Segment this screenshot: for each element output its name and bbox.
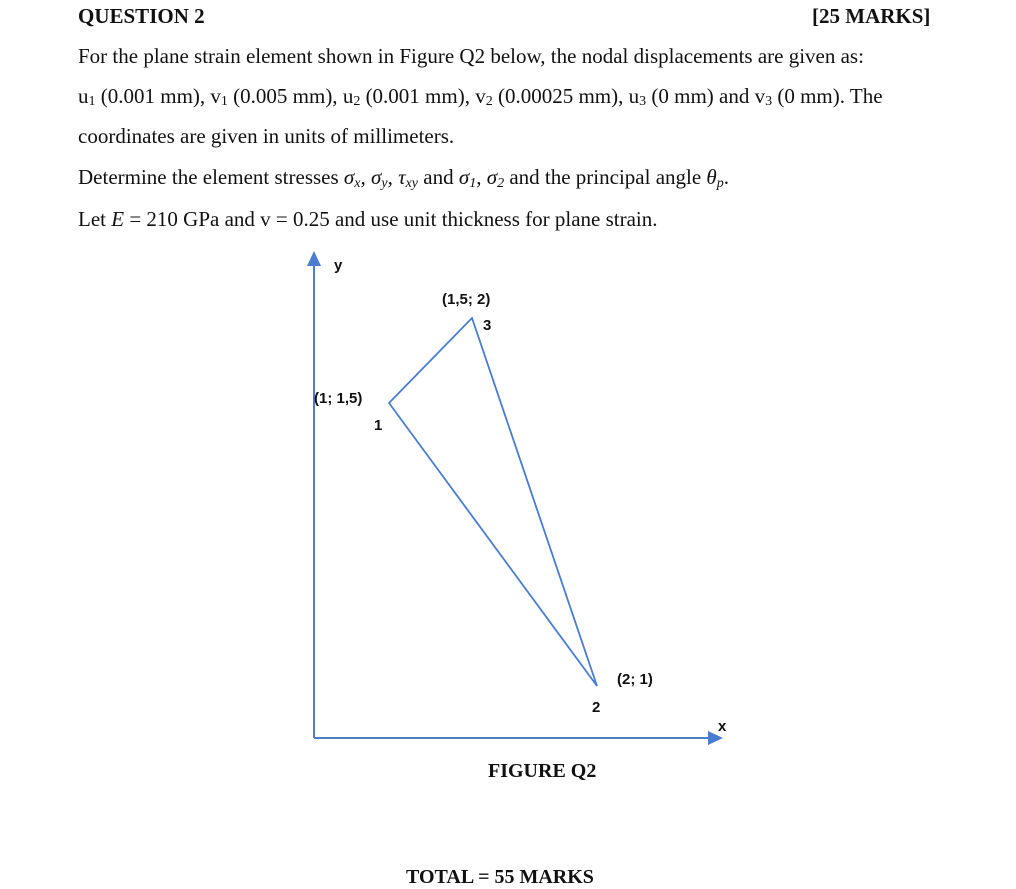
axis-label-x: x [718, 718, 727, 735]
y-axis [307, 251, 321, 738]
node-3-id: 3 [483, 317, 492, 334]
question-marks: [25 MARKS] [812, 4, 931, 28]
node-2-id: 2 [592, 699, 601, 716]
x-axis [314, 731, 723, 745]
y-axis-arrow-icon [307, 251, 321, 266]
node-1-coord: (1; 1,5) [314, 390, 363, 407]
node-2-coord: (2; 1) [617, 671, 653, 688]
paragraph-line-4: Determine the element stresses $\sigma_x$, $\sigma_y$, $\tau_{xy}$ and $\sigma_1$, $\sigma_2$ and the principal angle $\theta_p$. [78, 165, 729, 191]
triangle-element [389, 318, 597, 686]
figure-caption: FIGURE Q2 [488, 760, 597, 782]
total-marks: TOTAL = 55 MARKS [406, 866, 594, 888]
paragraph-line-1: For the plane strain element shown in Figure Q2 below, the nodal displacements are given as: [78, 44, 864, 68]
paragraph-line-2: u1 (0.001 mm), v1 (0.005 mm), u2 (0.001 mm), v2 (0.00025 mm), u3 (0 mm) and v3 (0 mm). The [78, 84, 883, 109]
axis-label-y: y [334, 257, 343, 274]
node-1-id: 1 [374, 417, 383, 434]
paragraph-line-3: coordinates are given in units of millimeters. [78, 124, 455, 148]
question-title: QUESTION 2 [78, 4, 205, 28]
node-3-coord: (1,5; 2) [442, 291, 491, 308]
paragraph-line-5: Let E = 210 GPa and v = 0.25 and use unit thickness for plane strain. [78, 207, 658, 231]
